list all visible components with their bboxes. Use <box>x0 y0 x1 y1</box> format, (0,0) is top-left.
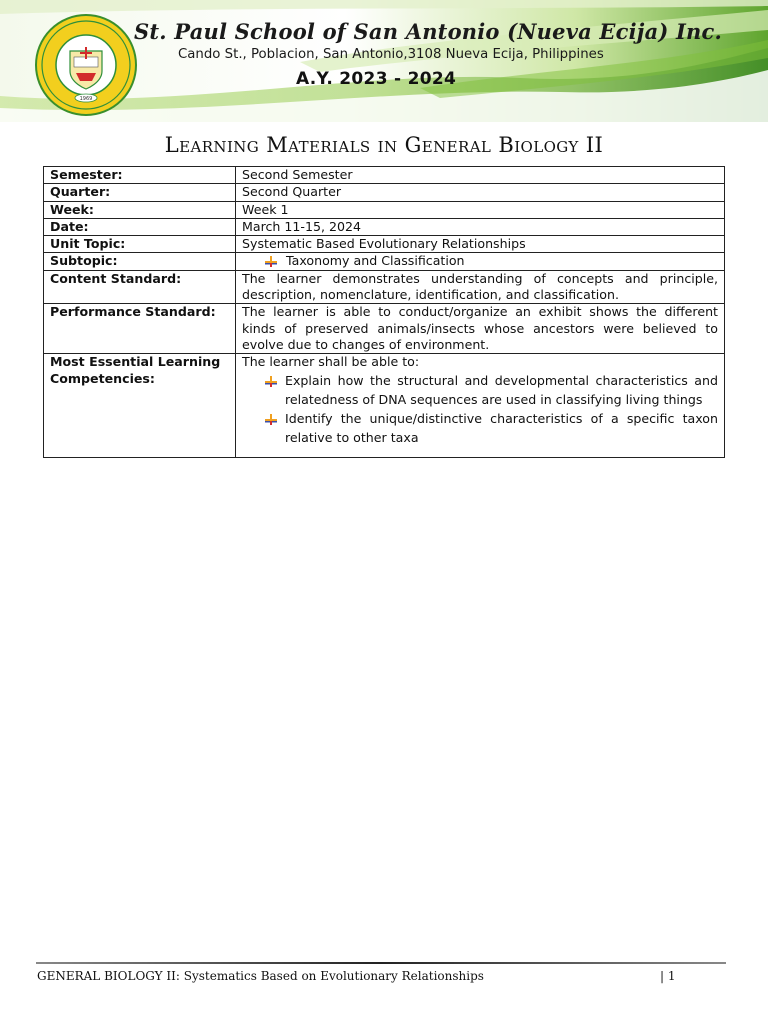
melc-item-text: Identify the unique/distinctive characteristics of a specific taxon relative to other taxa <box>285 410 718 445</box>
subtopic-value: Taxonomy and Classification <box>286 253 465 269</box>
footer-text: GENERAL BIOLOGY II: Systematics Based on Evolutionary Relationships <box>37 969 484 983</box>
table-row <box>44 354 725 457</box>
melc-label: Most Essential Learning Competencies: <box>44 354 236 457</box>
table-row <box>44 270 725 304</box>
list-item <box>264 371 718 409</box>
page-number: | 1 <box>660 969 676 983</box>
table-row <box>44 184 725 201</box>
quarter-label: Quarter: <box>44 184 236 201</box>
unit-topic-value: Systematic Based Evolutionary Relationships <box>236 236 725 253</box>
melc-intro: The learner shall be able to: <box>242 354 420 370</box>
school-name: St. Paul School of San Antonio (Nueva Ecija) Inc. <box>134 19 723 44</box>
table-row <box>44 218 725 235</box>
date-label: Date: <box>44 218 236 235</box>
table-row <box>44 167 725 184</box>
list-item <box>264 409 718 447</box>
content-standard-label: Content Standard: <box>44 270 236 304</box>
performance-standard-label: Performance Standard: <box>44 304 236 354</box>
unit-topic-label: Unit Topic: <box>44 236 236 253</box>
week-value: Week 1 <box>236 201 725 218</box>
table-row <box>44 201 725 218</box>
melc-item-text: Explain how the structural and developmental characteristics and relatedness of DNA sequences are used in classifying living things <box>285 372 718 407</box>
subtopic-item <box>242 253 718 269</box>
date-value: March 11-15, 2024 <box>236 218 725 235</box>
subtopic-label: Subtopic: <box>44 253 236 270</box>
content-standard-value: The learner demonstrates understanding of concepts and principle, description, nomenclature, identification, and classification. <box>236 270 725 304</box>
subtopic-cell <box>236 253 725 270</box>
table-row <box>44 236 725 253</box>
seal-year: 1969 <box>79 96 93 102</box>
performance-standard-value: The learner is able to conduct/organize an exhibit shows the different kinds of preserved animals/insects whose ancestors were believed to evolve due to changes of environment. <box>236 304 725 354</box>
academic-year: A.Y. 2023 - 2024 <box>296 69 457 89</box>
melc-list <box>242 371 718 457</box>
learning-info-table <box>43 166 725 458</box>
semester-label: Semester: <box>44 167 236 184</box>
table-row <box>44 304 725 354</box>
melc-cell <box>236 354 725 457</box>
school-seal-logo <box>30 13 142 117</box>
school-address: Cando St., Poblacion, San Antonio,3108 Nueva Ecija, Philippines <box>178 47 604 62</box>
week-label: Week: <box>44 201 236 218</box>
table-row <box>44 253 725 270</box>
arrow-bullet-icon <box>264 256 278 267</box>
quarter-value: Second Quarter <box>236 184 725 201</box>
footer-divider <box>36 962 726 964</box>
arrow-bullet-icon <box>264 376 278 387</box>
arrow-bullet-icon <box>264 414 278 425</box>
header-banner <box>0 0 768 122</box>
semester-value: Second Semester <box>236 167 725 184</box>
document-title: Learning Materials in General Biology II <box>164 133 604 157</box>
